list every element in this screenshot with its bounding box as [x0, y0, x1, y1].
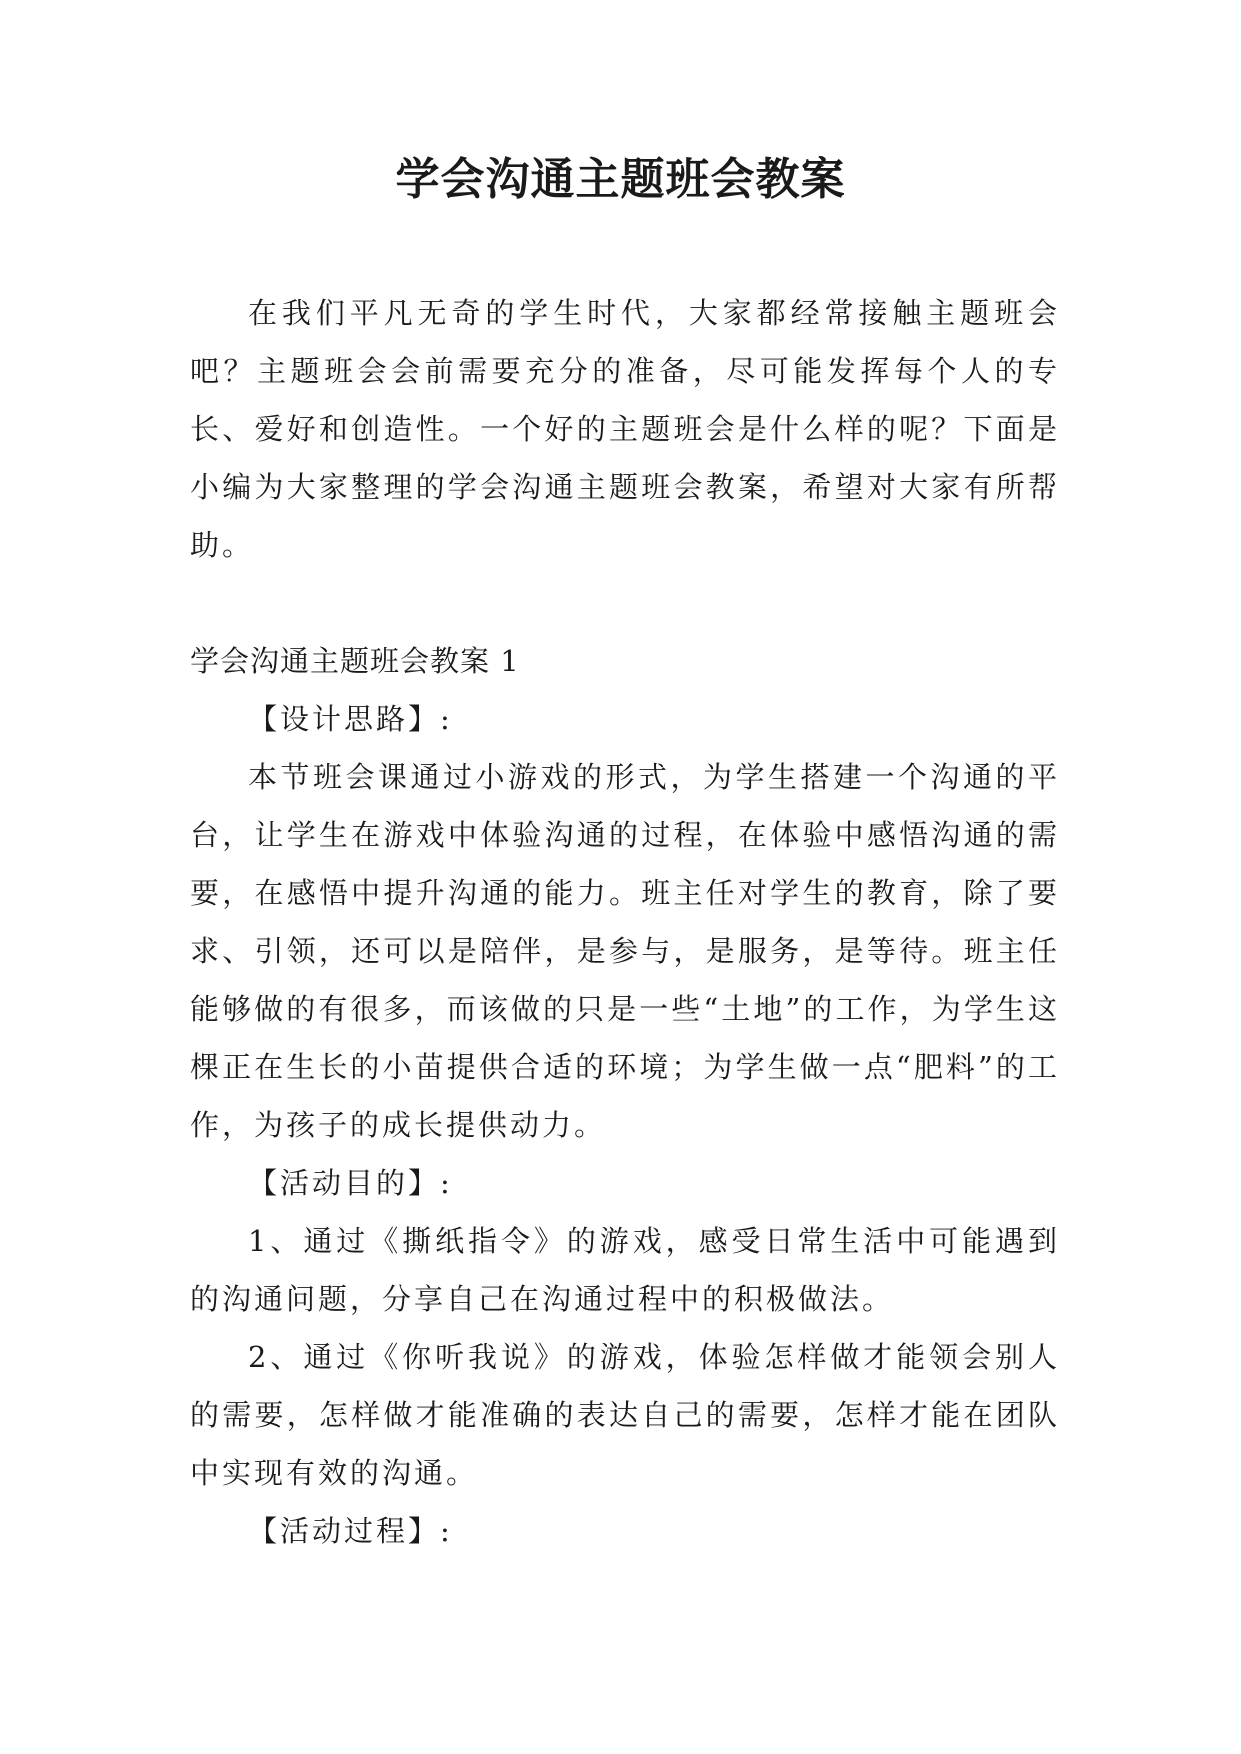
goal-item-2: 2、通过《你听我说》的游戏，体验怎样做才能领会别人的需要，怎样做才能准确的表达自己的需要，怎样才能在团队中实现有效的沟通。 [190, 1340, 1060, 1490]
heading-process: 【活动过程】: [248, 1514, 453, 1548]
document-body [190, 284, 1060, 1560]
page-title: 学会沟通主题班会教案 [395, 154, 846, 205]
heading-design: 【设计思路】: [248, 702, 453, 736]
intro-paragraph: 在我们平凡无奇的学生时代，大家都经常接触主题班会吧？主题班会会前需要充分的准备，尽可能发挥每个人的专长、爱好和创造性。一个好的主题班会是什么样的呢？下面是小编为大家整理的学会沟通主题班会教案，希望对大家有所帮助。 [190, 296, 1060, 562]
section-title: 学会沟通主题班会教案 1 [190, 644, 520, 678]
design-paragraph: 本节班会课通过小游戏的形式，为学生搭建一个沟通的平台，让学生在游戏中体验沟通的过程，在体验中感悟沟通的需要，在感悟中提升沟通的能力。班主任对学生的教育，除了要求、引领，还可以是陪伴，是参与，是服务，是等待。班主任能够做的有很多，而该做的只是一些“土地”的工作，为学生这棵正在生长的小苗提供合适的环境；为学生做一点“肥料”的工作，为孩子的成长提供动力。 [190, 760, 1060, 1142]
goal-item-1: 1、通过《撕纸指令》的游戏，感受日常生活中可能遇到的沟通问题，分享自己在沟通过程中的积极做法。 [190, 1224, 1060, 1316]
heading-goal: 【活动目的】: [248, 1166, 453, 1200]
